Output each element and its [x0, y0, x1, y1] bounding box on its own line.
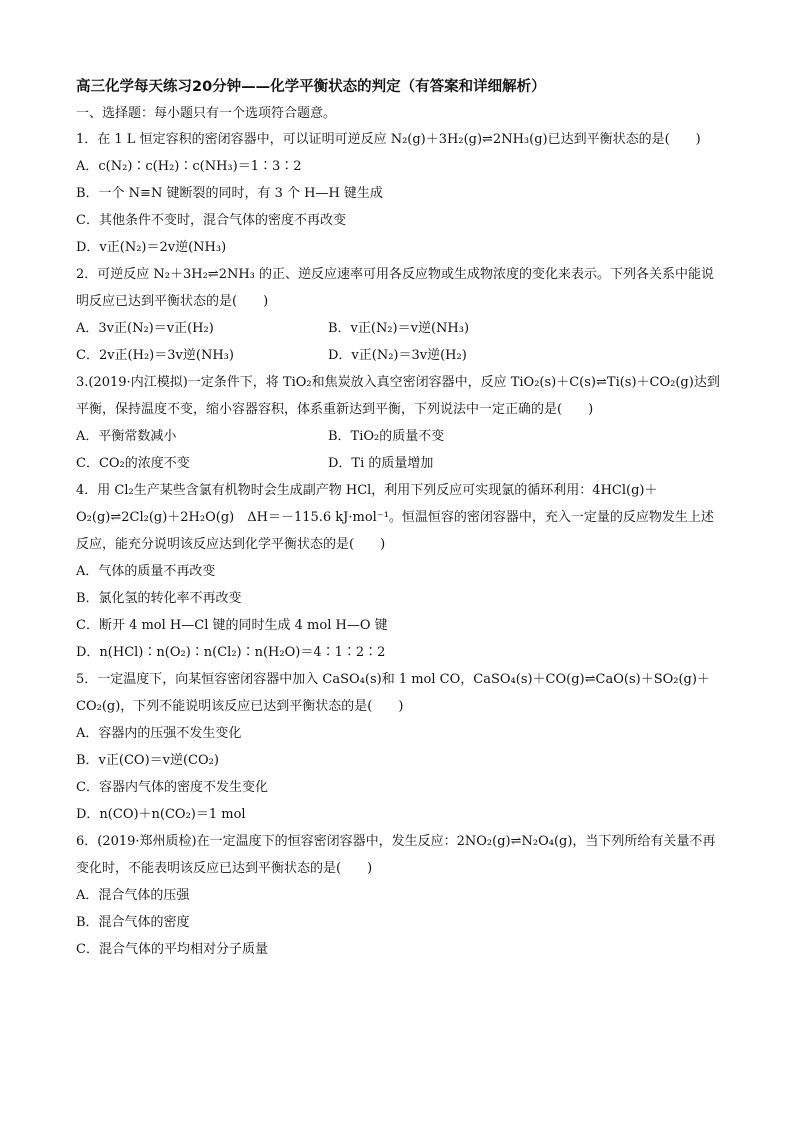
question-2-option-c: C．2v正(H₂)＝3v逆(NH₃): [76, 348, 234, 363]
question-3-option-c: C．CO₂的浓度不变: [76, 456, 190, 471]
question-2-stem: 2．可逆反应 N₂＋3H₂⇌2NH₃ 的正、逆反应速率可用各反应物或生成物浓度的变化来表示。下列各关系中能说明反应已达到平衡状态的是( ): [76, 267, 715, 309]
question-5-stem: 5．一定温度下，向某恒容密闭容器中加入 CaSO₄(s)和 1 mol CO，CaSO₄(s)＋CO(g)⇌CaO(s)＋SO₂(g)＋CO₂(g)，下列不能说明该反应已达到平衡状态的是( ): [76, 672, 710, 714]
question-6-stem: 6．(2019·郑州质检)在一定温度下的恒容密闭容器中，发生反应：2NO₂(g)⇌N₂O₄(g)，当下列所给有关量不再变化时，不能表明该反应已达到平衡状态的是( ): [76, 834, 716, 876]
question-6-option-c: C．混合气体的平均相对分子质量: [76, 942, 268, 957]
question-1-option-c: C．其他条件不变时，混合气体的密度不再改变: [76, 213, 346, 228]
question-1-stem: 1．在 1 L 恒定容积的密闭容器中，可以证明可逆反应 N₂(g)＋3H₂(g)⇌2NH₃(g)已达到平衡状态的是( ): [76, 132, 701, 147]
question-5-option-d: D．n(CO)＋n(CO₂)＝1 mol: [76, 807, 246, 822]
question-4-stem: 4．用 Cl₂生产某些含氯有机物时会生成副产物 HCl，利用下列反应可实现氯的循环利用：4HCl(g)＋O₂(g)⇌2Cl₂(g)＋2H₂O(g) ΔH＝－115.6 kJ·mol⁻¹。恒温恒容的密闭容器中，充入一定量的反应物发生上述反应，能充分说明该反应达到化学平衡状态的是( ): [76, 483, 714, 552]
document-content: [76, 76, 724, 963]
question-1-option-a: A．c(N₂)∶c(H₂)∶c(NH₃)＝1∶3∶2: [76, 159, 302, 174]
question-4-option-d: D．n(HCl)∶n(O₂)∶n(Cl₂)∶n(H₂O)＝4∶1∶2∶2: [76, 645, 386, 660]
question-3-options-row-1: [76, 423, 724, 450]
question-2-option-b: B．v正(N₂)＝v逆(NH₃): [328, 321, 470, 336]
question-3-option-d: D．Ti 的质量增加: [328, 456, 434, 471]
question-5-option-a: A．容器内的压强不发生变化: [76, 726, 242, 741]
section-heading: 一、选择题：每小题只有一个选项符合题意。: [76, 106, 337, 121]
question-3-option-a: A．平衡常数减小: [76, 429, 177, 444]
question-4-option-a: A．气体的质量不再改变: [76, 564, 216, 579]
question-3-option-b: B．TiO₂的质量不变: [328, 429, 445, 444]
question-6-option-a: A．混合气体的压强: [76, 888, 190, 903]
question-1-option-d: D．v正(N₂)＝2v逆(NH₃): [76, 240, 227, 255]
question-3-options-row-2: [76, 450, 724, 477]
question-4-option-c: C．断开 4 mol H—Cl 键的同时生成 4 mol H—O 键: [76, 618, 388, 633]
document-title: 高三化学每天练习20分钟——化学平衡状态的判定（有答案和详细解析）: [76, 79, 546, 95]
question-2-options-row-2: [76, 342, 724, 369]
question-6-option-b: B．混合气体的密度: [76, 915, 190, 930]
question-2-option-a: A．3v正(N₂)＝v正(H₂): [76, 321, 214, 336]
question-5-option-b: B．v正(CO)＝v逆(CO₂): [76, 753, 219, 768]
question-1-option-b: B．一个 N≡N 键断裂的同时，有 3 个 H—H 键生成: [76, 186, 383, 201]
question-2-options-row-1: [76, 315, 724, 342]
question-5-option-c: C．容器内气体的密度不发生变化: [76, 780, 268, 795]
question-2-option-d: D．v正(N₂)＝3v逆(H₂): [328, 348, 467, 363]
question-3-stem: 3.(2019·内江模拟)一定条件下，将 TiO₂和焦炭放入真空密闭容器中，反应 TiO₂(s)＋C(s)⇌Ti(s)＋CO₂(g)达到平衡，保持温度不变，缩小容器容积，体系重新达到平衡，下列说法中一定正确的是( ): [76, 375, 720, 417]
question-4-option-b: B．氯化氢的转化率不再改变: [76, 591, 242, 606]
